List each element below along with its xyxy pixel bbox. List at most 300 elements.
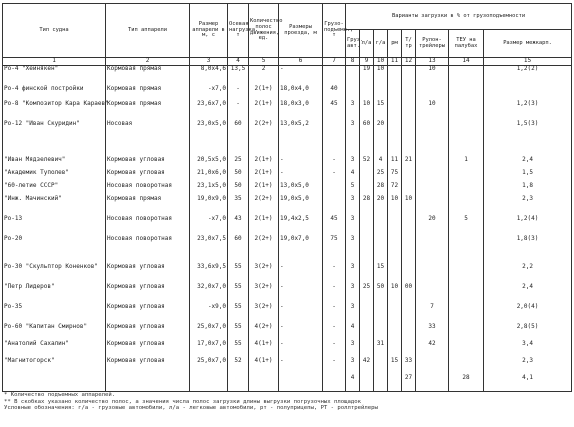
cell-col-7: 75 — [323, 236, 346, 264]
cell-col-13 — [416, 264, 449, 284]
cell-col-3: 32,0х7,0 — [190, 284, 228, 304]
cell-col-9 — [360, 324, 374, 341]
cell-col-2: Кормовая угловая — [106, 324, 190, 341]
cell-col-11: 72 — [388, 183, 402, 196]
cell-col-5: 2(1+) — [249, 157, 279, 170]
cell-col-13 — [416, 183, 449, 196]
cell-col-12 — [402, 304, 416, 324]
cell-col-11 — [388, 216, 402, 236]
cell-col-3: 23,6х7,0 — [190, 101, 228, 121]
cell-col-6: 18,0х4,0 — [279, 86, 323, 101]
cell-col-7: 45 — [323, 101, 346, 121]
cell-col-3: 33,6х9,5 — [190, 264, 228, 284]
table-row — [3, 304, 572, 324]
cell-col-8: 3 — [346, 358, 360, 375]
cell-col-7 — [323, 183, 346, 196]
table-row — [3, 101, 572, 121]
cell-col-1: Ро-12 "Иван Скуридин" — [3, 121, 106, 157]
cell-col-12 — [402, 86, 416, 101]
cell-col-5: 2(1+) — [249, 86, 279, 101]
cell-col-8: 5 — [346, 183, 360, 196]
table-row — [3, 375, 572, 392]
cell-col-2 — [106, 375, 190, 392]
cell-col-1 — [3, 375, 106, 392]
cell-col-9: 10 — [360, 101, 374, 121]
header-passage-size: Размеры проезда, м — [279, 4, 323, 58]
cell-col-2: Носовая поворотная — [106, 236, 190, 264]
cell-col-6: - — [279, 304, 323, 324]
header-ship-type: Тип судна — [3, 4, 106, 58]
cell-col-8 — [346, 86, 360, 101]
cell-col-5: 2 — [249, 66, 279, 86]
cell-col-5: 2(1+) — [249, 170, 279, 183]
cell-col-9 — [360, 264, 374, 284]
cell-col-4: 25 — [228, 157, 249, 170]
cell-col-7: - — [323, 304, 346, 324]
table-row — [3, 66, 572, 86]
cell-col-7: - — [323, 358, 346, 375]
cell-col-5: 4(1+) — [249, 341, 279, 358]
cell-col-10: 28 — [374, 183, 388, 196]
cell-col-14 — [449, 341, 484, 358]
cell-col-3: 8,0х4,6 — [190, 66, 228, 86]
cell-col-8: 3 — [346, 304, 360, 324]
cell-col-3: 23,0х5,0 — [190, 121, 228, 157]
cell-col-3: 25,0х7,0 — [190, 324, 228, 341]
cell-col-9 — [360, 183, 374, 196]
cell-col-2: Кормовая прямая — [106, 66, 190, 86]
cell-col-6: - — [279, 170, 323, 183]
cell-col-5: 2(2+) — [249, 196, 279, 216]
cell-col-14 — [449, 304, 484, 324]
cell-col-9 — [360, 236, 374, 264]
cell-col-6: - — [279, 264, 323, 284]
cell-col-1: Ро-35 — [3, 304, 106, 324]
colnum: 12 — [402, 58, 416, 66]
cell-col-1: "Анатолий Сахалин" — [3, 341, 106, 358]
cell-col-14 — [449, 86, 484, 101]
cell-col-9: 28 — [360, 196, 374, 216]
cell-col-2: Кормовая угловая — [106, 264, 190, 284]
cell-col-14 — [449, 101, 484, 121]
cell-col-13 — [416, 121, 449, 157]
cell-col-12: 33 — [402, 358, 416, 375]
footnote-1: * Количество подъемных аппарелей. — [4, 392, 116, 398]
column-number-row — [3, 58, 572, 66]
cell-col-13: 20 — [416, 216, 449, 236]
cell-col-5: 2(2+) — [249, 121, 279, 157]
cell-col-7 — [323, 66, 346, 86]
header-ramp-type: Тип аппарели — [106, 4, 190, 58]
cell-col-2: Кормовая прямая — [106, 101, 190, 121]
cell-col-11 — [388, 101, 402, 121]
cell-col-5 — [249, 375, 279, 392]
cell-col-11: 15 — [388, 358, 402, 375]
cell-col-15: 2,3 — [484, 358, 572, 375]
header-spacing: Размер межкарп. — [484, 30, 572, 58]
cell-col-9 — [360, 216, 374, 236]
cell-col-10: 15 — [374, 101, 388, 121]
cell-col-10: 4 — [374, 157, 388, 170]
cell-col-2: Кормовая прямая — [106, 196, 190, 216]
cell-col-1: Ро-30 "Скульптор Коненков" — [3, 264, 106, 284]
table-row — [3, 236, 572, 264]
cell-col-12 — [402, 66, 416, 86]
cell-col-11: 10 — [388, 284, 402, 304]
cell-col-14: 1 — [449, 157, 484, 170]
cell-col-6: - — [279, 358, 323, 375]
cell-col-7: - — [323, 284, 346, 304]
cell-col-7: 40 — [323, 86, 346, 101]
colnum: 15 — [484, 58, 572, 66]
cell-col-4: 43 — [228, 216, 249, 236]
cell-col-7: - — [323, 264, 346, 284]
cell-col-3: 21,0х6,0 — [190, 170, 228, 183]
cell-col-10: 20 — [374, 121, 388, 157]
cell-col-1: Ро-4 "Хейнякен" — [3, 66, 106, 86]
header-sub-rm: рм — [388, 30, 402, 58]
cell-col-4: 55 — [228, 304, 249, 324]
header-sub-la: л/а — [360, 30, 374, 58]
cell-col-10 — [374, 86, 388, 101]
cell-col-8: 3 — [346, 284, 360, 304]
cell-col-8: 4 — [346, 170, 360, 183]
table-row — [3, 341, 572, 358]
cell-col-4: 60 — [228, 236, 249, 264]
cell-col-13 — [416, 157, 449, 170]
cell-col-15: 1,8 — [484, 183, 572, 196]
cell-col-14: 5 — [449, 216, 484, 236]
colnum: 5 — [249, 58, 279, 66]
table-row — [3, 216, 572, 236]
cell-col-10 — [374, 304, 388, 324]
cell-col-14 — [449, 66, 484, 86]
table-row — [3, 183, 572, 196]
cell-col-3: -х7,0 — [190, 216, 228, 236]
cell-col-14 — [449, 196, 484, 216]
cell-col-11 — [388, 324, 402, 341]
table-row — [3, 284, 572, 304]
cell-col-4: 55 — [228, 341, 249, 358]
cell-col-5: 2(1+) — [249, 183, 279, 196]
cell-col-12 — [402, 216, 416, 236]
cell-col-15: 1,2(4) — [484, 216, 572, 236]
colnum: 6 — [279, 58, 323, 66]
colnum: 9 — [360, 58, 374, 66]
cell-col-14 — [449, 121, 484, 157]
cell-col-4: 50 — [228, 170, 249, 183]
cell-col-1: Ро-13 — [3, 216, 106, 236]
cell-col-5: 2(1+) — [249, 101, 279, 121]
cell-col-14 — [449, 183, 484, 196]
cell-col-1: Ро-20 — [3, 236, 106, 264]
cell-col-4: - — [228, 101, 249, 121]
cell-col-6: - — [279, 284, 323, 304]
cell-col-9: 52 — [360, 157, 374, 170]
cell-col-14 — [449, 324, 484, 341]
cell-col-11 — [388, 66, 402, 86]
cell-col-1: "Магнитогорск" — [3, 358, 106, 375]
cell-col-4 — [228, 375, 249, 392]
cell-col-8 — [346, 66, 360, 86]
table-row — [3, 196, 572, 216]
cell-col-1: Ро-8 "Композитор Кара Караев" — [3, 101, 106, 121]
cell-col-12 — [402, 264, 416, 284]
cell-col-15: 2,8(5) — [484, 324, 572, 341]
cell-col-1: "Иван Мядзелевич" — [3, 157, 106, 170]
cell-col-2: Кормовая прямая — [106, 86, 190, 101]
cell-col-13 — [416, 86, 449, 101]
cell-col-7 — [323, 375, 346, 392]
colnum: 7 — [323, 58, 346, 66]
cell-col-6: - — [279, 341, 323, 358]
header-capacity: Грузо-подъемн., т — [323, 4, 346, 58]
cell-col-9: 25 — [360, 284, 374, 304]
header-sub-cargo-cars: Груз. авт. — [346, 30, 360, 58]
cell-col-14: 28 — [449, 375, 484, 392]
cell-col-7 — [323, 196, 346, 216]
cell-col-3: -х9,0 — [190, 304, 228, 324]
cell-col-1: Ро-4 финской постройки — [3, 86, 106, 101]
cell-col-6: 13,0х5,2 — [279, 121, 323, 157]
cell-col-13 — [416, 236, 449, 264]
cell-col-11 — [388, 121, 402, 157]
cell-col-10: 25 — [374, 170, 388, 183]
cell-col-12 — [402, 183, 416, 196]
cell-col-2: Носовая — [106, 121, 190, 157]
cell-col-4: 50 — [228, 183, 249, 196]
cell-col-9 — [360, 170, 374, 183]
cell-col-15: 1,5(3) — [484, 121, 572, 157]
cell-col-14 — [449, 170, 484, 183]
cell-col-10: 31 — [374, 341, 388, 358]
cell-col-9: 42 — [360, 358, 374, 375]
header-axle-load: Осевая нагрузка, т — [228, 4, 249, 58]
colnum: 10 — [374, 58, 388, 66]
cell-col-9: 19 — [360, 66, 374, 86]
cell-col-6: 19,4х2,5 — [279, 216, 323, 236]
cell-col-3: 23,1х5,0 — [190, 183, 228, 196]
colnum: 1 — [3, 58, 106, 66]
cell-col-10: 15 — [374, 264, 388, 284]
cell-col-3: 19,0х9,0 — [190, 196, 228, 216]
cell-col-15: 2,4 — [484, 157, 572, 170]
cell-col-8: 3 — [346, 236, 360, 264]
cell-col-11 — [388, 375, 402, 392]
cell-col-12 — [402, 170, 416, 183]
cell-col-7: - — [323, 157, 346, 170]
cell-col-3: 23,0х7,5 — [190, 236, 228, 264]
cell-col-3: 25,0х7,0 — [190, 358, 228, 375]
colnum: 2 — [106, 58, 190, 66]
cell-col-6: - — [279, 66, 323, 86]
cell-col-12 — [402, 121, 416, 157]
cell-col-15 — [484, 86, 572, 101]
footnote-2: ** В скобках указано количество полос, а значения числа полос загрузки длины выгрузки погрузочных площадок — [4, 398, 361, 405]
cell-col-4: 55 — [228, 324, 249, 341]
cell-col-13 — [416, 284, 449, 304]
cell-col-10 — [374, 375, 388, 392]
cell-col-2: Кормовая угловая — [106, 304, 190, 324]
cell-col-1: "Академик Туполев" — [3, 170, 106, 183]
cell-col-13: 10 — [416, 66, 449, 86]
cell-col-12 — [402, 324, 416, 341]
cell-col-6: 19,0х7,0 — [279, 236, 323, 264]
cell-col-1: "Инж. Мачинский" — [3, 196, 106, 216]
cell-col-10 — [374, 324, 388, 341]
cell-col-14 — [449, 236, 484, 264]
cell-col-15: 1,5 — [484, 170, 572, 183]
header-lanes: Количество полос движения, ед. — [249, 4, 279, 58]
cell-col-11 — [388, 341, 402, 358]
header-load-variants: Варианты загрузки в % от грузоподъемности — [346, 4, 572, 30]
cell-col-6: - — [279, 157, 323, 170]
cell-col-4: 55 — [228, 264, 249, 284]
cell-col-9: 60 — [360, 121, 374, 157]
cell-col-8: 3 — [346, 101, 360, 121]
colnum: 8 — [346, 58, 360, 66]
cell-col-11: 10 — [388, 196, 402, 216]
table-row — [3, 86, 572, 101]
table-row — [3, 358, 572, 375]
table-row — [3, 264, 572, 284]
cell-col-9 — [360, 86, 374, 101]
colnum: 4 — [228, 58, 249, 66]
cell-col-5: 2(2+) — [249, 236, 279, 264]
cell-col-5: 4(1+) — [249, 358, 279, 375]
cell-col-4: 13,5 — [228, 66, 249, 86]
cell-col-15: 2,3 — [484, 196, 572, 216]
cell-col-6: - — [279, 324, 323, 341]
cell-col-9 — [360, 375, 374, 392]
cell-col-4: 55 — [228, 284, 249, 304]
cell-col-13 — [416, 358, 449, 375]
cell-col-10: 10 — [374, 66, 388, 86]
cell-col-4: 52 — [228, 358, 249, 375]
cell-col-12: 27 — [402, 375, 416, 392]
cell-col-8: 4 — [346, 324, 360, 341]
cell-col-6 — [279, 375, 323, 392]
cell-col-14 — [449, 264, 484, 284]
cell-col-11 — [388, 304, 402, 324]
cell-col-2: Кормовая угловая — [106, 157, 190, 170]
cell-col-4: - — [228, 86, 249, 101]
cell-col-6: 18,0х3,0 — [279, 101, 323, 121]
cell-col-13 — [416, 170, 449, 183]
table-row — [3, 157, 572, 170]
colnum: 3 — [190, 58, 228, 66]
cell-col-1: Ро-60 "Капитан Смирнов" — [3, 324, 106, 341]
cell-col-4: 60 — [228, 121, 249, 157]
cell-col-10 — [374, 216, 388, 236]
cell-col-9 — [360, 341, 374, 358]
cell-col-8: 4 — [346, 375, 360, 392]
cell-col-2: Кормовая угловая — [106, 284, 190, 304]
cell-col-5: 3(2+) — [249, 264, 279, 284]
cell-col-5: 3(2+) — [249, 284, 279, 304]
table-row — [3, 324, 572, 341]
cell-col-3 — [190, 375, 228, 392]
vessel-ramp-table — [2, 3, 572, 392]
cell-col-10 — [374, 236, 388, 264]
cell-col-15: 2,0(4) — [484, 304, 572, 324]
colnum: 13 — [416, 58, 449, 66]
cell-col-14 — [449, 358, 484, 375]
cell-col-2: Носовая поворотная — [106, 216, 190, 236]
colnum: 14 — [449, 58, 484, 66]
cell-col-14 — [449, 284, 484, 304]
cell-col-2: Кормовая угловая — [106, 170, 190, 183]
cell-col-7: - — [323, 170, 346, 183]
cell-col-15: 1,2(2) — [484, 66, 572, 86]
cell-col-13: 33 — [416, 324, 449, 341]
cell-col-13: 10 — [416, 101, 449, 121]
cell-col-15: 3,4 — [484, 341, 572, 358]
cell-col-9 — [360, 304, 374, 324]
header-sub-ttr: Т/тр — [402, 30, 416, 58]
table-row — [3, 121, 572, 157]
cell-col-5: 3(2+) — [249, 304, 279, 324]
cell-col-13: 7 — [416, 304, 449, 324]
header-ramp-size: Размер аппарели в м, с — [190, 4, 228, 58]
cell-col-8: 3 — [346, 341, 360, 358]
cell-col-11 — [388, 236, 402, 264]
table-row — [3, 170, 572, 183]
cell-col-11 — [388, 86, 402, 101]
cell-col-7: - — [323, 324, 346, 341]
cell-col-8: 3 — [346, 157, 360, 170]
cell-col-10 — [374, 358, 388, 375]
cell-col-12 — [402, 236, 416, 264]
cell-col-6: 19,0х5,0 — [279, 196, 323, 216]
cell-col-5: 4(2+) — [249, 324, 279, 341]
cell-col-12: 10 — [402, 196, 416, 216]
cell-col-15: 1,2(3) — [484, 101, 572, 121]
cell-col-2: Носовая поворотная — [106, 183, 190, 196]
cell-col-10: 20 — [374, 196, 388, 216]
cell-col-7: 45 — [323, 216, 346, 236]
cell-col-1: "Петр Лидеров" — [3, 284, 106, 304]
cell-col-15: 4,1 — [484, 375, 572, 392]
cell-col-5: 2(1+) — [249, 216, 279, 236]
colnum: 11 — [388, 58, 402, 66]
cell-col-15: 2,2 — [484, 264, 572, 284]
cell-col-7: - — [323, 341, 346, 358]
footnotes — [4, 392, 570, 412]
cell-col-3: 17,0х7,0 — [190, 341, 228, 358]
cell-col-10: 50 — [374, 284, 388, 304]
cell-col-8: 3 — [346, 216, 360, 236]
cell-col-11 — [388, 264, 402, 284]
cell-col-11: 75 — [388, 170, 402, 183]
cell-col-3: 20,5х5,0 — [190, 157, 228, 170]
header-teu: ТЕУ на палубах — [449, 30, 484, 58]
cell-col-6: 13,0х5,0 — [279, 183, 323, 196]
cell-col-1: "60-летие СССР" — [3, 183, 106, 196]
cell-col-12 — [402, 101, 416, 121]
cell-col-8: 3 — [346, 196, 360, 216]
cell-col-7 — [323, 121, 346, 157]
cell-col-15: 2,4 — [484, 284, 572, 304]
footnote-3: Условные обозначения: г/а - грузовые автомобили, л/а - легковые автомобили, рт - полуприцепы, РТ - роллтрейлеры — [4, 405, 378, 412]
cell-col-15: 1,8(3) — [484, 236, 572, 264]
cell-col-8: 3 — [346, 121, 360, 157]
cell-col-8: 3 — [346, 264, 360, 284]
cell-col-13 — [416, 196, 449, 216]
cell-col-12: 21 — [402, 157, 416, 170]
header-sub-ga: г/а — [374, 30, 388, 58]
cell-col-13: 42 — [416, 341, 449, 358]
